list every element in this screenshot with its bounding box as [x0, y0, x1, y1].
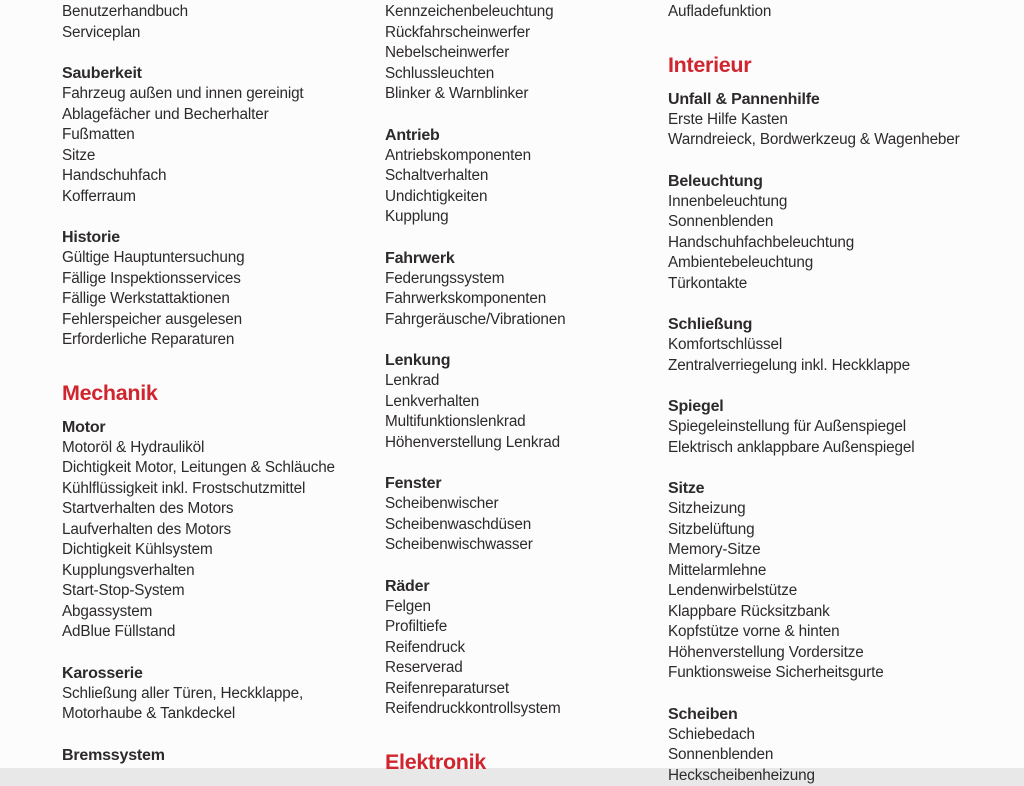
group-title: Karosserie — [62, 663, 377, 684]
group-title: Räder — [385, 576, 700, 597]
checklist-item: Scheibenwischwasser — [385, 535, 700, 556]
checklist-item: Fußmatten — [62, 125, 377, 146]
checklist-group — [385, 2, 700, 105]
checklist-item: Blinker & Warnblinker — [385, 84, 700, 105]
group-title: Antrieb — [385, 125, 700, 146]
checklist-item: Motorhaube & Tankdeckel — [62, 704, 377, 725]
checklist-item: Erforderliche Reparaturen — [62, 330, 377, 351]
checklist-item: Scheibenwischer — [385, 494, 700, 515]
checklist-group — [62, 227, 377, 351]
checklist-group — [385, 125, 700, 228]
checklist-item: Schlussleuchten — [385, 64, 700, 85]
checklist-item: Schließung aller Türen, Heckklappe, — [62, 684, 377, 705]
checklist-item: Felgen — [385, 597, 700, 618]
checklist-item: Lenkrad — [385, 371, 700, 392]
checklist-item: Sitzheizung — [668, 499, 983, 520]
checklist-item: Motoröl & Hydrauliköl — [62, 438, 377, 459]
checklist-item: Kennzeichenbeleuchtung — [385, 2, 700, 23]
group-title: Spiegel — [668, 396, 983, 417]
group-title: Sauberkeit — [62, 63, 377, 84]
checklist-item: Abgassystem — [62, 602, 377, 623]
checklist-column — [62, 0, 377, 766]
checklist-item: Schiebedach — [668, 725, 983, 746]
checklist-item: Lenkverhalten — [385, 392, 700, 413]
checklist-group — [668, 171, 983, 295]
checklist-item: Kupplung — [385, 207, 700, 228]
checklist-group — [62, 63, 377, 207]
checklist-group — [668, 478, 983, 684]
checklist-item: Höhenverstellung Vordersitze — [668, 643, 983, 664]
checklist-item: Aufladefunktion — [668, 2, 983, 23]
checklist-group — [668, 704, 983, 786]
checklist-item: Reserverad — [385, 658, 700, 679]
checklist-item: Ambientebeleuchtung — [668, 253, 983, 274]
checklist-item: Erste Hilfe Kasten — [668, 110, 983, 131]
group-title: Scheiben — [668, 704, 983, 725]
checklist-item: Zentralverriegelung inkl. Heckklappe — [668, 356, 983, 377]
checklist-item: AdBlue Füllstand — [62, 622, 377, 643]
group-title: Bremssystem — [62, 745, 377, 766]
checklist-item: Fahrzeug außen und innen gereinigt — [62, 84, 377, 105]
checklist-group — [62, 663, 377, 725]
checklist-group — [62, 745, 377, 766]
checklist-item: Reifenreparaturset — [385, 679, 700, 700]
checklist-item: Fehlerspeicher ausgelesen — [62, 310, 377, 331]
checklist-item: Schaltverhalten — [385, 166, 700, 187]
section-title: Interieur — [668, 52, 983, 78]
checklist-item: Kopfstütze vorne & hinten — [668, 622, 983, 643]
checklist-item: Heckscheibenheizung — [668, 766, 983, 786]
checklist-item: Kofferraum — [62, 187, 377, 208]
checklist-item: Benutzerhandbuch — [62, 2, 377, 23]
checklist-item: Innenbeleuchtung — [668, 192, 983, 213]
checklist-item: Antriebskomponenten — [385, 146, 700, 167]
checklist-item: Dichtigkeit Motor, Leitungen & Schläuche — [62, 458, 377, 479]
checklist-group — [62, 417, 377, 643]
checklist-column — [668, 0, 983, 786]
checklist-group — [385, 473, 700, 556]
checklist-group — [62, 2, 377, 43]
checklist-item: Handschuhfach — [62, 166, 377, 187]
checklist-item: Sitze — [62, 146, 377, 167]
checklist-item: Undichtigkeiten — [385, 187, 700, 208]
checklist-item: Gültige Hauptuntersuchung — [62, 248, 377, 269]
checklist-item: Klappbare Rücksitzbank — [668, 602, 983, 623]
checklist-item: Komfortschlüssel — [668, 335, 983, 356]
checklist-item: Fahrgeräusche/Vibrationen — [385, 310, 700, 331]
group-title: Schließung — [668, 314, 983, 335]
checklist-item: Dichtigkeit Kühlsystem — [62, 540, 377, 561]
section-title: Elektronik — [385, 749, 700, 775]
checklist-item: Höhenverstellung Lenkrad — [385, 433, 700, 454]
checklist-item: Serviceplan — [62, 23, 377, 44]
group-title: Sitze — [668, 478, 983, 499]
group-title: Beleuchtung — [668, 171, 983, 192]
checklist-item: Türkontakte — [668, 274, 983, 295]
group-title: Fenster — [385, 473, 700, 494]
checklist-item: Warndreieck, Bordwerkzeug & Wagenheber — [668, 130, 983, 151]
checklist-item: Start-Stop-System — [62, 581, 377, 602]
checklist-group — [385, 248, 700, 331]
checklist-item: Ablagefächer und Becherhalter — [62, 105, 377, 126]
group-title: Historie — [62, 227, 377, 248]
checklist-item: Sitzbelüftung — [668, 520, 983, 541]
checklist-item: Mittelarmlehne — [668, 561, 983, 582]
checklist-item: Kupplungsverhalten — [62, 561, 377, 582]
checklist-item: Sonnenblenden — [668, 212, 983, 233]
section-title: Mechanik — [62, 380, 377, 406]
checklist-item: Fällige Inspektionsservices — [62, 269, 377, 290]
checklist-item: Fahrwerkskomponenten — [385, 289, 700, 310]
checklist-item: Funktionsweise Sicherheitsgurte — [668, 663, 983, 684]
checklist-group — [668, 2, 983, 23]
checklist-item: Nebelscheinwerfer — [385, 43, 700, 64]
checklist-item: Fällige Werkstattaktionen — [62, 289, 377, 310]
checklist-group — [385, 576, 700, 720]
group-title: Lenkung — [385, 350, 700, 371]
checklist-group — [668, 314, 983, 376]
checklist-item: Federungssystem — [385, 269, 700, 290]
checklist-item: Lendenwirbelstütze — [668, 581, 983, 602]
checklist-group — [668, 89, 983, 151]
group-title: Fahrwerk — [385, 248, 700, 269]
checklist-item: Kühlflüssigkeit inkl. Frostschutzmittel — [62, 479, 377, 500]
checklist-item: Memory-Sitze — [668, 540, 983, 561]
checklist-item: Rückfahrscheinwerfer — [385, 23, 700, 44]
checklist-item: Profiltiefe — [385, 617, 700, 638]
checklist-group — [385, 350, 700, 453]
group-title: Motor — [62, 417, 377, 438]
checklist-item: Sonnenblenden — [668, 745, 983, 766]
checklist-item: Laufverhalten des Motors — [62, 520, 377, 541]
checklist-item: Scheibenwaschdüsen — [385, 515, 700, 536]
group-title: Unfall & Pannenhilfe — [668, 89, 983, 110]
checklist-item: Spiegeleinstellung für Außenspiegel — [668, 417, 983, 438]
checklist-item: Elektrisch anklappbare Außenspiegel — [668, 438, 983, 459]
checklist-item: Reifendruckkontrollsystem — [385, 699, 700, 720]
checklist-item: Startverhalten des Motors — [62, 499, 377, 520]
checklist-item: Multifunktionslenkrad — [385, 412, 700, 433]
checklist-group — [668, 396, 983, 458]
checklist-item: Reifendruck — [385, 638, 700, 659]
checklist-item: Handschuhfachbeleuchtung — [668, 233, 983, 254]
checklist-column — [385, 0, 700, 775]
